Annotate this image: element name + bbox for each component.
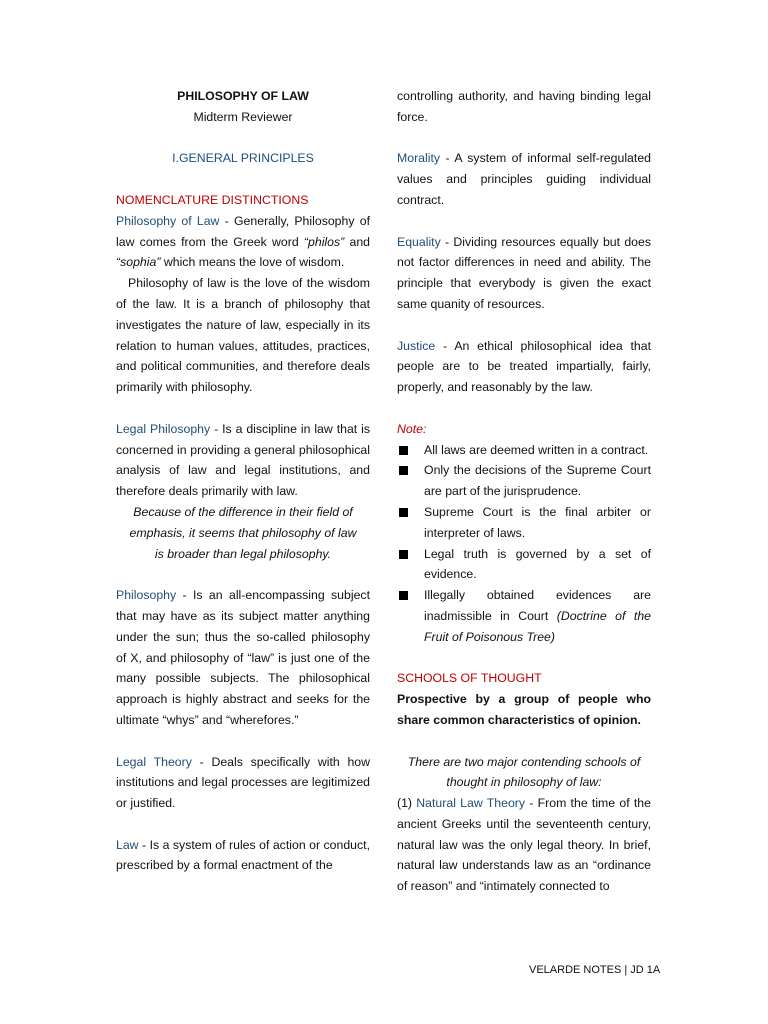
term-law: Law	[116, 837, 139, 852]
note-label: Note:	[397, 421, 427, 436]
list-item: Supreme Court is the final arbiter or interpreter of laws.	[397, 502, 651, 544]
legal-theory-definition: Legal Theory - Deals specifically with how institutions and legal processes are legitimized or justified.	[116, 754, 371, 811]
square-bullet-icon	[399, 550, 408, 559]
square-bullet-icon	[399, 446, 408, 455]
term-legal-theory: Legal Theory	[116, 754, 192, 769]
legal-philosophy-definition: Legal Philosophy - Is a discipline in law that is concerned in providing a general philosophical analysis of law and legal institutions, and therefore deals primarily with law.	[116, 421, 370, 499]
right-column	[397, 86, 651, 897]
philosophy-of-law-definition: Philosophy of Law - Generally, Philosophy of law comes from the Greek word “philos” and “sophia” which means the love of wisdom.	[116, 213, 371, 270]
notes-list	[397, 440, 651, 648]
list-item: All laws are deemed written in a contract.	[397, 440, 651, 461]
term-philosophy: Philosophy	[116, 588, 177, 603]
natural-law-definition: (1) Natural Law Theory - From the time of the ancient Greeks until the seventeenth century, natural law was the only legal theory. In brief, natural law understands law as an “ordinance of reason” and “intimately connected to	[397, 796, 651, 894]
square-bullet-icon	[399, 466, 408, 475]
term-legal-philosophy: Legal Philosophy	[116, 421, 211, 436]
justice-definition: Justice - An ethical philosophical idea that people are to be treated impartially, fairly, properly, and reasonably by the law.	[397, 338, 651, 395]
schools-heading: SCHOOLS OF THOUGHT	[397, 671, 542, 686]
law-definition-continued: controlling authority, and having binding legal force.	[397, 89, 651, 124]
term-morality: Morality	[397, 151, 441, 166]
document-title: PHILOSOPHY OF LAW	[177, 89, 309, 103]
morality-definition: Morality - A system of informal self-regulated values and principles guiding individual contract.	[397, 151, 651, 207]
philosophy-definition: Philosophy - Is an all-encompassing subject that may have as its subject matter anything under the sun; thus the so-called philosophy of X, and philosophy of “law” is just one of the many possible subjects. The philosophical approach is highly abstract and seeks for the ultimate “whys” and “wherefores.”	[116, 588, 370, 727]
equality-definition: Equality - Dividing resources equally but does not factor differences in need and ability. The principle that everybody is given the exact same quanity of resources.	[397, 234, 651, 311]
list-item: Illegally obtained evidences are inadmissible in Court (Doctrine of the Fruit of Poisonous Tree)	[397, 585, 651, 647]
square-bullet-icon	[399, 508, 408, 517]
list-item: Legal truth is governed by a set of evidence.	[397, 544, 651, 586]
term-philosophy-of-law: Philosophy of Law	[116, 213, 220, 228]
term-natural-law-theory: Natural Law Theory	[416, 796, 526, 811]
square-bullet-icon	[399, 591, 408, 600]
term-justice: Justice	[397, 338, 436, 353]
schools-definition: Prospective by a group of people who share common characteristics of opinion.	[397, 692, 651, 727]
schools-quote: There are two major contending schools of thought in philosophy of law:	[407, 754, 641, 790]
term-equality: Equality	[397, 234, 441, 249]
legal-philosophy-quote: Because of the difference in their field of emphasis, it seems that philosophy of law is broader than legal philosophy.	[129, 504, 357, 561]
philosophy-of-law-paragraph: Philosophy of law is the love of the wisdom of the law. It is a branch of philosophy that investigates the nature of law, especially in its relation to human values, attitudes, practices, and political communities, and therefore deals primarily with philosophy.	[116, 276, 370, 395]
left-column	[116, 86, 370, 876]
page-footer: VELARDE NOTES | JD 1A	[529, 964, 661, 976]
nomenclature-heading: NOMENCLATURE DISTINCTIONS	[116, 192, 309, 207]
list-item: Only the decisions of the Supreme Court are part of the jurisprudence.	[397, 460, 651, 502]
section-heading: I.GENERAL PRINCIPLES	[172, 151, 314, 166]
law-definition: Law - Is a system of rules of action or conduct, prescribed by a formal enactment of the	[116, 837, 370, 873]
document-subtitle: Midterm Reviewer	[193, 109, 293, 124]
